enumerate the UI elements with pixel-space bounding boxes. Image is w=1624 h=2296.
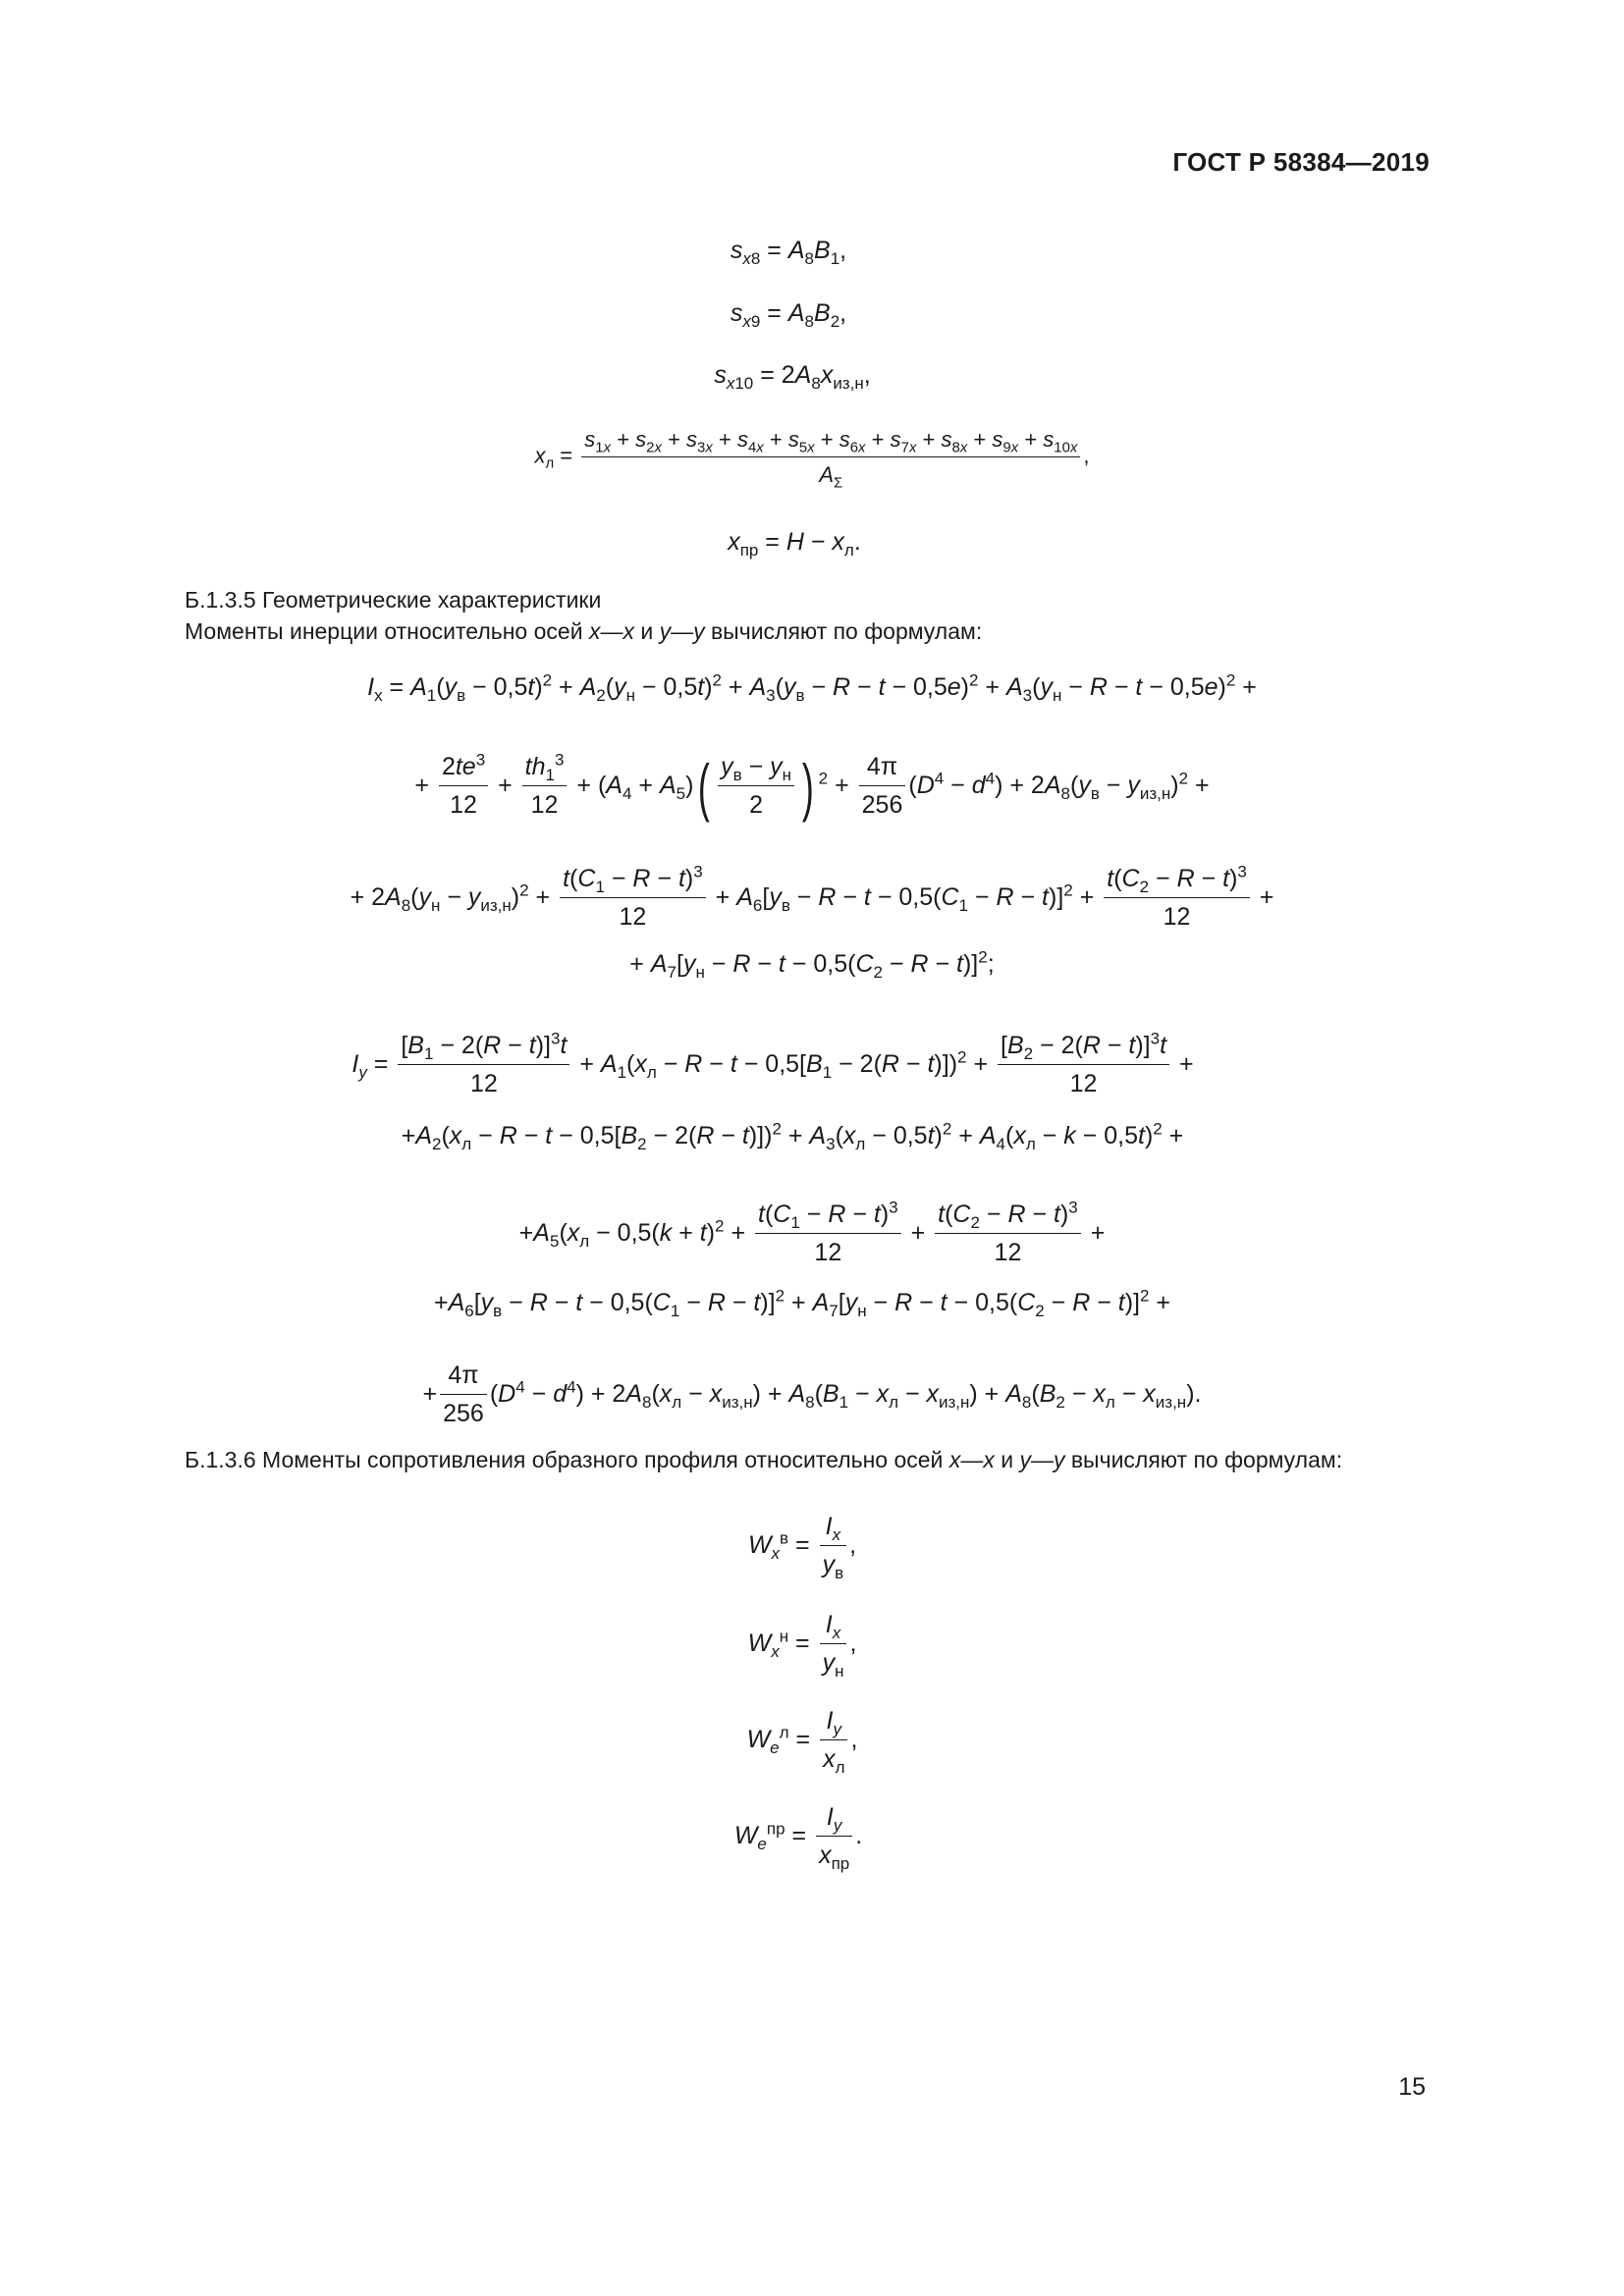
fraction: $\frac{[B_2 - 2(R - t)]^3t}{12}$ bbox=[998, 1031, 1169, 1100]
formula-Ix-line-2: + $\frac{2te^3}{12}$ + $\frac{th_1^3}{12}$ + $(A_4 + A_5)$( $\frac{y_в - y_н}{2}$ ) $^2$ + $\frac{4\pi}{256}$ $(D^4 - d^4) + 2A_8(y_в - y_{из,н})^2$ + bbox=[414, 750, 1210, 823]
fraction: $\frac{t(C_2 - R - t)^3}{12}$ bbox=[935, 1200, 1081, 1269]
formula-xl: $x_л$ = $\frac{s_{1x} + s_{2x} + s_{3x} + s_{4x} + s_{5x} + s_{6x} + s_{7x} + s_{8x} + s_{9x} + s_{10x}}{A_\Sigma}$ , bbox=[534, 427, 1090, 491]
document-standard-header: ГОСТ Р 58384—2019 bbox=[1172, 147, 1430, 177]
section-b135-title: Б.1.3.5 Геометрические характеристики bbox=[185, 587, 602, 613]
formula-Iy-line-2: $+A_2(x_л - R - t - 0,5[B_2 - 2(R - t)])^2 + A_3(x_л - 0,5t)^2 + A_4(x_л - k - 0,5t)^2$ + bbox=[401, 1119, 1184, 1153]
formula-Wxn: $W_x^н$ = $\frac{I_x}{y_н}$ , bbox=[747, 1611, 857, 1682]
fraction: $\frac{I_x}{y_в}$ bbox=[820, 1512, 847, 1581]
fraction: $\frac{4\pi}{256}$ bbox=[440, 1361, 487, 1430]
fraction: $\frac{I_y}{x_{пр}}$ bbox=[816, 1802, 852, 1872]
section-b135-intro: Моменты инерции относительно осей x—x и y—y вычисляют по формулам: bbox=[185, 618, 983, 644]
formula-Ix-line-3: + $2A_8(y_н - y_{из,н})^2$ + $\frac{t(C_1 - R - t)^3}{12}$ + $A_6[y_в - R - t - 0,5(C_1 - R - t)]^2$ + $\frac{t(C_2 - R - t)^3}{12}$ + bbox=[0, 864, 1624, 934]
formula-Iy-line-3: $+A_5(x_л - 0,5(k + t)^2$ + $\frac{t(C_1 - R - t)^3}{12}$ + $\frac{t(C_2 - R - t)^3}{12}$ + bbox=[0, 1200, 1624, 1269]
fraction: $\frac{t(C_2 - R - t)^3}{12}$ bbox=[1104, 864, 1250, 934]
formula-Ix-line-1: $I_x = A_1(y_в - 0,5t)^2 + A_2(y_н - 0,5t)^2 + A_3(y_в - R - t - 0,5e)^2 + A_3(y_н - R - t - 0,5e)^2$ + bbox=[367, 670, 1257, 705]
formula-sx9: $s_{x9} = A_8B_2$, bbox=[730, 299, 847, 331]
fraction: $\frac{t(C_1 - R - t)^3}{12}$ bbox=[755, 1200, 901, 1269]
formula-Wxv: $W_x^в$ = $\frac{I_x}{y_в}$ , bbox=[747, 1513, 857, 1583]
formula-Wepr: $W_e^{пр}$ = $\frac{I_y}{x_{пр}}$ . bbox=[733, 1803, 863, 1874]
fraction: $\frac{I_y}{x_л}$ bbox=[820, 1706, 847, 1776]
page-number: 15 bbox=[1398, 2073, 1426, 2101]
fraction: $\frac{I_x}{y_н}$ bbox=[820, 1610, 847, 1680]
fraction: $\frac{y_в - y_н}{2}$ bbox=[718, 752, 794, 822]
fraction: $\frac{t(C_1 - R - t)^3}{12}$ bbox=[560, 864, 706, 934]
fraction: $\frac{2te^3}{12}$ bbox=[439, 752, 488, 822]
formula-sx10: $s_{x10} = 2A_8x_{из,н}$, bbox=[714, 361, 871, 393]
formula-Iy-line-1: $I_y$ = $\frac{[B_1 - 2(R - t)]^3t}{12}$ + $A_1(x_л - R - t - 0,5[B_1 - 2(R - t)])^2$ + $\frac{[B_2 - 2(R - t)]^3t}{12}$ + bbox=[0, 1031, 1585, 1100]
fraction: $\frac{[B_1 - 2(R - t)]^3t}{12}$ bbox=[398, 1031, 569, 1100]
formula-Wel: $W_e^л$ = $\frac{I_y}{x_л}$ , bbox=[746, 1707, 858, 1778]
formula-Iy-line-4: $+A_6[y_в - R - t - 0,5(C_1 - R - t)]^2 + A_7[y_н - R - t - 0,5(C_2 - R - t)]^2$ + bbox=[433, 1286, 1171, 1320]
formula-sx8: $s_{x8} = A_8B_1$, bbox=[730, 237, 847, 268]
section-b136-text: Б.1.3.6 Моменты сопротивления образного профиля относительно осей x—x и y—y вычисляют по формулам: bbox=[185, 1447, 1343, 1472]
formula-Ix-line-4: + $A_7[y_н - R - t - 0,5(C_2 - R - t)]^2$; bbox=[629, 947, 995, 982]
formula-xpr: $x_{пр} = H - x_л$. bbox=[728, 528, 861, 560]
fraction: $\frac{4\pi}{256}$ bbox=[859, 752, 906, 822]
fraction: $\frac{th_1^3}{12}$ bbox=[522, 752, 568, 822]
fraction: $\frac{s_{1x} + s_{2x} + s_{3x} + s_{4x} + s_{5x} + s_{6x} + s_{7x} + s_{8x} + s_{9x} + s_{10x}}{A_\Sigma}$ bbox=[581, 426, 1080, 488]
formula-Iy-line-5: + $\frac{4\pi}{256}$ $(D^4 - d^4) + 2A_8(x_л - x_{из,н}) + A_8(B_1 - x_л - x_{из,н}) + A_8(B_2 - x_л - x_{из,н})$. bbox=[0, 1361, 1624, 1430]
